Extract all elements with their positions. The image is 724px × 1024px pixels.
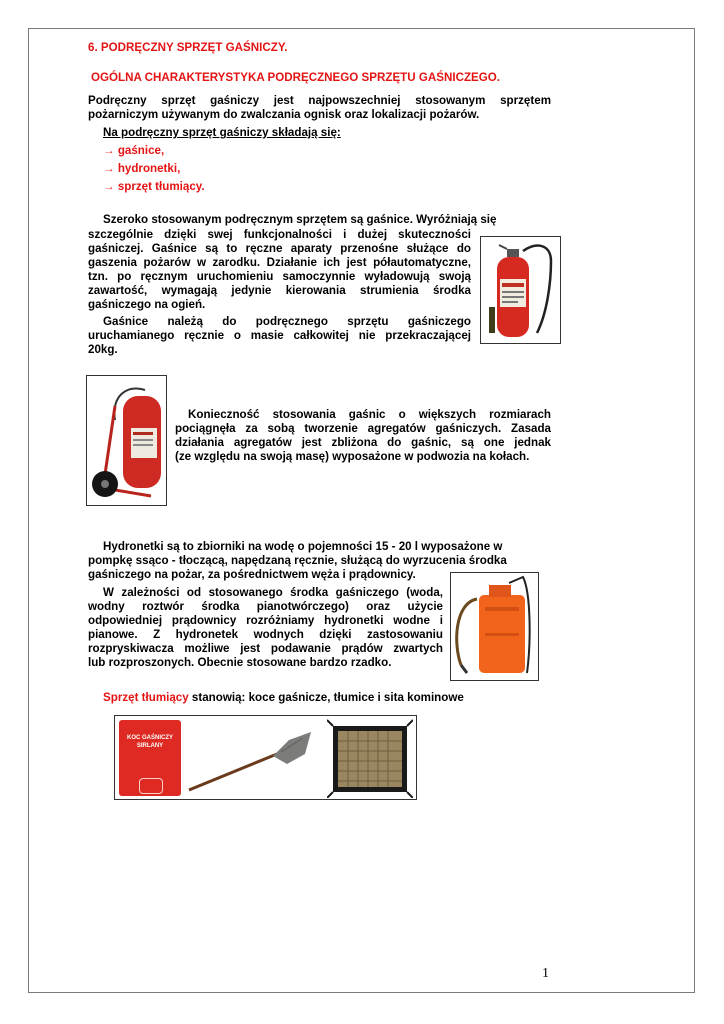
hydronetki-line-3: gaśniczego na pożar, za pośrednictwem węża i prądownicy. (88, 568, 416, 581)
hydronetki-types-line-1: W zależności od stosowanego środka gaśniczego (woda, (103, 586, 443, 599)
aggregates-line-4: (ze względu na swoją masę) wyposażone w podwozia na kołach. (175, 450, 530, 463)
hydronetki-line-1: Hydronetki są to zbiorniki na wodę o pojemności 15 - 20 l wyposażone w (103, 540, 503, 553)
intro-line-2: pożarniczym używanym do zwalczania ognisk oraz lokalizacji pożarów. (88, 108, 480, 121)
weight-line-1: Gaśnice należą do podręcznego sprzętu gaśniczego (103, 315, 471, 328)
fire-blanket-sublabel: SIRLANY (136, 743, 164, 749)
weight-line-2: uruchamianego ręcznie o masie całkowitej nie przekraczającej (88, 329, 471, 342)
section-heading: 6. PODRĘCZNY SPRZĘT GAŚNICZY. (88, 41, 288, 54)
hydronetki-types-line-5: rozpryskiwacza możliwe jest podawanie prądów zwartych (88, 642, 443, 655)
extinguishers-line-6: zawartość, wymagają jedynie kierowania strumienia środka (88, 284, 471, 297)
list-heading: Na podręczny sprzęt gaśniczy składają się: (103, 126, 341, 139)
fire-beater-image (185, 724, 315, 794)
aggregates-line-3: działania agregatów jest zbliżona do gaśnic, są one jednak (175, 436, 551, 449)
suppression-description: stanowią: koce gaśnicze, tłumice i sita kominowe (188, 691, 464, 704)
wheeled-aggregate-image (86, 375, 167, 506)
fire-blanket-image (119, 720, 181, 796)
suppression-equipment-image (114, 715, 417, 800)
suppression-term: Sprzęt tłumiący (103, 691, 189, 704)
aggregates-line-1: Konieczność stosowania gaśnic o większych rozmiarach (188, 408, 551, 421)
hydronetki-types-line-4: pianowe. Z hydronetek wodnych dzięki zastosowaniu (88, 628, 443, 641)
extinguishers-line-7: gaśniczego na ogień. (88, 298, 206, 311)
fire-extinguisher-image (480, 236, 561, 344)
extinguishers-line-4: gaszenia pożarów w zarodku. Działanie ich jest półautomatyczne, (88, 256, 471, 269)
list-item-gasnice: → gaśnice, (103, 144, 165, 157)
section-subheading: OGÓLNA CHARAKTERYSTYKA PODRĘCZNEGO SPRZĘTU GAŚNICZEGO. (91, 71, 501, 84)
hydronetki-types-line-2: wodny roztwór środka pianotwórczego) oraz użycie (88, 600, 443, 613)
weight-line-3: 20kg. (88, 343, 118, 356)
aggregates-line-2: pociągnęła za sobą tworzenie agregatów gaśniczych. Zasada (175, 422, 551, 435)
page-number: 1 (542, 966, 549, 981)
extinguishers-line-5: tzn. po ręcznym uruchomieniu samoczynnie wyładowują swoją (88, 270, 471, 283)
fire-blanket-label: KOC GAŚNICZY (126, 735, 173, 741)
chimney-sieve-image (327, 718, 413, 798)
extinguishers-line-1: Szeroko stosowanym podręcznym sprzętem są gaśnice. Wyróżniają się (103, 213, 497, 226)
hydronetki-types-line-3: odpowiedniej prądownicy rozróżniamy hydronetki wodne i (88, 614, 443, 627)
extinguishers-line-3: gaśniczej. Gaśnice są to ręczne aparaty przenośne służące do (88, 242, 471, 255)
list-item-hydronetki: → hydronetki, (103, 162, 181, 175)
extinguishers-line-2: szczególnie dzięki swej funkcjonalności i dużej skuteczności (88, 228, 471, 241)
intro-line-1: Podręczny sprzęt gaśniczy jest najpowszechniej stosowanym sprzętem (88, 94, 551, 107)
hydronetka-image (450, 572, 539, 681)
list-item-sprzet: → sprzęt tłumiący. (103, 180, 205, 193)
hydronetki-types-line-6: lub rozproszonych. Obecnie stosowane bardzo rzadko. (88, 656, 392, 669)
hydronetki-line-2: pompkę ssąco - tłoczącą, napędzaną ręcznie, służącą do wyrzucenia środka (88, 554, 507, 567)
